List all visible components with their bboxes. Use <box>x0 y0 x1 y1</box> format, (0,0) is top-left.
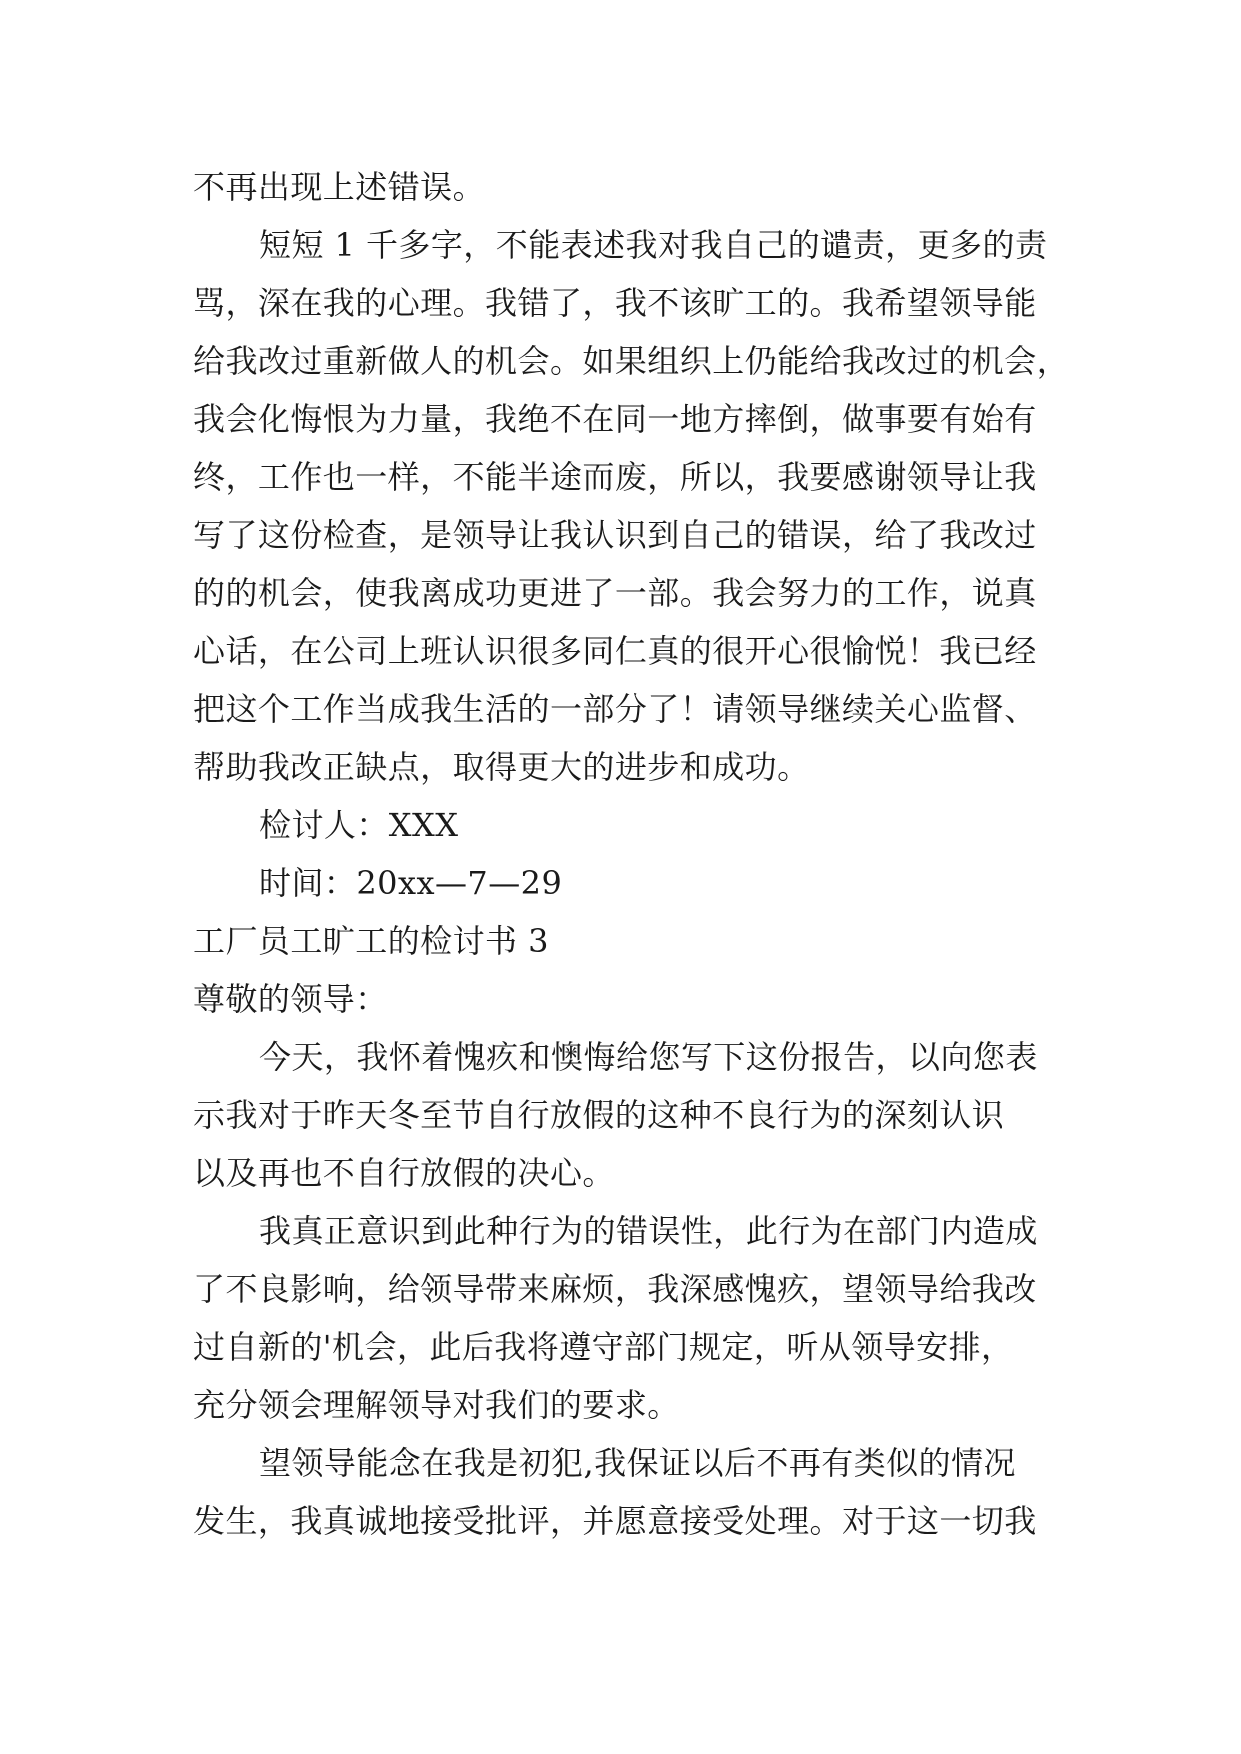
text-line: 把这个工作当成我生活的一部分了！请领导继续关心监督、 <box>193 690 1037 728</box>
text-line: 心话，在公司上班认识很多同仁真的很开心很愉悦！我已经 <box>193 632 1037 670</box>
text-line: 我会化悔恨为力量，我绝不在同一地方摔倒，做事要有始有 <box>193 400 1037 438</box>
text-line: 了不良影响，给领导带来麻烦，我深感愧疚，望领导给我改 <box>193 1270 1037 1308</box>
text-line: 示我对于昨天冬至节自行放假的这种不良行为的深刻认识 <box>193 1096 1005 1134</box>
text-line: 写了这份检查，是领导让我认识到自己的错误，给了我改过 <box>193 516 1037 554</box>
document-body <box>193 158 1073 1550</box>
text-line: 充分领会理解领导对我们的要求。 <box>193 1386 680 1424</box>
text-line: 以及再也不自行放假的决心。 <box>193 1154 615 1192</box>
text-line: 发生，我真诚地接受批评，并愿意接受处理。对于这一切我 <box>193 1502 1037 1540</box>
text-line: 时间：20xx—7—29 <box>259 864 563 902</box>
text-line: 今天，我怀着愧疚和懊悔给您写下这份报告，以向您表 <box>259 1038 1038 1076</box>
text-line: 我真正意识到此种行为的错误性，此行为在部门内造成 <box>259 1212 1038 1250</box>
text-line: 骂，深在我的心理。我错了，我不该旷工的。我希望领导能 <box>193 284 1037 322</box>
text-line: 尊敬的领导： <box>193 980 388 1018</box>
text-line: 给我改过重新做人的机会。如果组织上仍能给我改过的机会， <box>193 342 1070 380</box>
text-line: 短短 1 千多字，不能表述我对我自己的谴责，更多的责 <box>259 226 1048 264</box>
text-line: 帮助我改正缺点，取得更大的进步和成功。 <box>193 748 810 786</box>
text-line: 不再出现上述错误。 <box>193 168 486 206</box>
text-line: 工厂员工旷工的检讨书 3 <box>193 922 549 960</box>
text-line: 检讨人：XXX <box>259 806 459 844</box>
text-line: 终，工作也一样，不能半途而废，所以，我要感谢领导让我 <box>193 458 1037 496</box>
text-line: 望领导能念在我是初犯,我保证以后不再有类似的情况 <box>259 1444 1016 1482</box>
text-line: 的的机会，使我离成功更进了一部。我会努力的工作，说真 <box>193 574 1037 612</box>
text-line: 过自新的'机会，此后我将遵守部门规定，听从领导安排， <box>193 1328 1014 1366</box>
